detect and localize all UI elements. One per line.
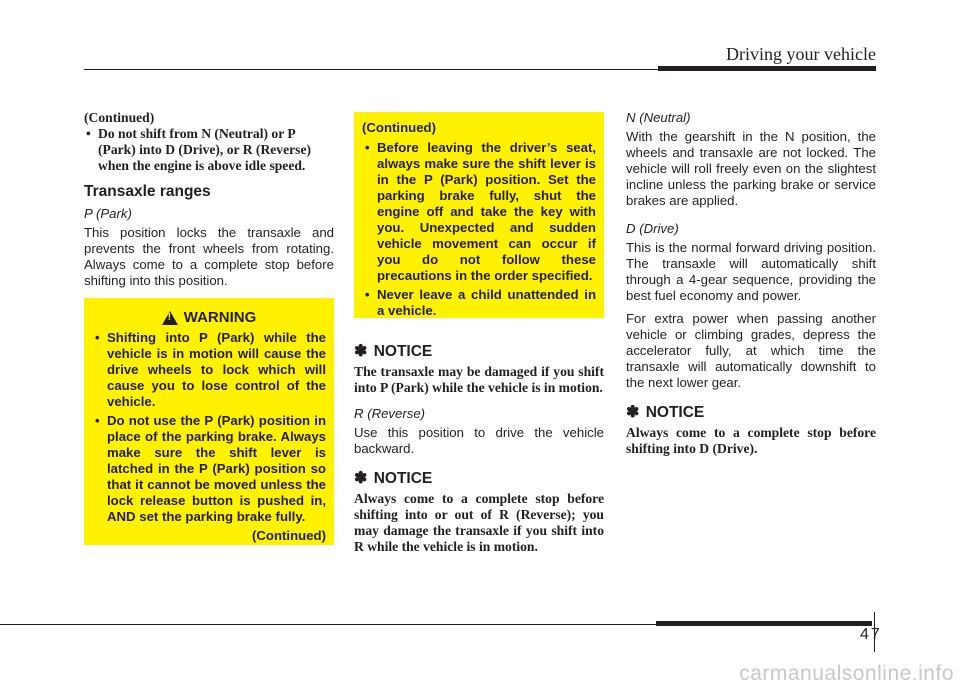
notice-text: Always come to a complete stop before shifting into or out of R (Reverse); you may damage the transaxle if you shift into R while the vehicle is in motion. bbox=[354, 491, 604, 554]
notice-text: Always come to a complete stop before shifting into D (Drive). bbox=[626, 425, 876, 456]
park-description: This position locks the transaxle and prevents the front wheels from rotating. Always come to a complete stop before shifting into this position. bbox=[84, 225, 334, 288]
caution-bullet: • Do not shift from N (Neutral) or P (Park) into D (Drive), or R (Reverse) when the engine is above idle speed. bbox=[84, 126, 334, 174]
column-right bbox=[626, 110, 876, 464]
watermark: carmanualsonline.info bbox=[739, 662, 954, 685]
column-middle bbox=[354, 330, 604, 562]
reverse-description: Use this position to drive the vehicle backward. bbox=[354, 425, 604, 456]
warning-item: • Never leave a child unattended in a vehicle. bbox=[362, 287, 596, 319]
notice-heading: ✽ NOTICE bbox=[626, 404, 705, 421]
continued-label: (Continued) bbox=[84, 110, 155, 125]
notice-icon: ✽ bbox=[626, 404, 640, 421]
drive-description: This is the normal forward driving position. The transaxle will automatically shift through a 4-gear sequence, providing the best fuel economy and power. bbox=[626, 240, 876, 303]
notice-heading: ✽ NOTICE bbox=[354, 470, 433, 487]
header-accent-bar bbox=[658, 66, 876, 71]
notice-text: The transaxle may be damaged if you shift into P (Park) while the vehicle is in motion. bbox=[354, 364, 604, 395]
warning-box bbox=[84, 298, 334, 545]
drive-extra-power: For extra power when passing another vehicle or climbing grades, depress the accelerator fully, at which time the transaxle will automatically downshift to the next lower gear. bbox=[626, 311, 876, 390]
warning-continued-box bbox=[354, 112, 604, 318]
warning-continued-label: (Continued) bbox=[252, 528, 326, 543]
warning-triangle-icon bbox=[162, 311, 178, 325]
neutral-description: With the gearshift in the N position, the wheels and transaxle are not locked. The vehicle will roll freely even on the slightest incline unless the parking brake or service brakes are applied. bbox=[626, 129, 876, 208]
warning-title bbox=[84, 310, 334, 326]
warning-item: • Before leaving the driver’s seat, always make sure the shift lever is in the P (Park) position. Set the parking brake fully, shut the engine off and take the key with you. Unexpected and sudden vehicle movement can occur if you do not follow these precautions in the order specified. bbox=[362, 140, 596, 284]
neutral-heading: N (Neutral) bbox=[626, 110, 691, 125]
reverse-heading: R (Reverse) bbox=[354, 406, 426, 421]
notice-icon: ✽ bbox=[354, 343, 368, 360]
notice-heading: ✽ NOTICE bbox=[354, 343, 433, 360]
footer-accent-bar bbox=[656, 621, 872, 626]
drive-heading: D (Drive) bbox=[626, 221, 679, 236]
warning-item: • Do not use the P (Park) position in place of the parking brake. Always make sure the shift lever is latched in the P (Park) position so that it cannot be moved unless the lock release button is pushed in, AND set the parking brake fully. bbox=[92, 413, 326, 525]
warning-title-text: WARNING bbox=[183, 309, 257, 326]
column-left bbox=[84, 110, 334, 296]
warning-continued-header: (Continued) bbox=[362, 120, 436, 135]
page-number: 47 bbox=[860, 626, 882, 643]
warning-continued-list bbox=[354, 140, 604, 319]
section-heading: Transaxle ranges bbox=[84, 183, 211, 200]
warning-item: • Shifting into P (Park) while the vehicle is in motion will cause the drive wheels to lock which will cause you to lose control of the vehicle. bbox=[92, 330, 326, 410]
park-heading: P (Park) bbox=[84, 206, 132, 221]
notice-icon: ✽ bbox=[354, 470, 368, 487]
warning-list bbox=[84, 330, 334, 525]
section-header-title: Driving your vehicle bbox=[726, 44, 876, 64]
